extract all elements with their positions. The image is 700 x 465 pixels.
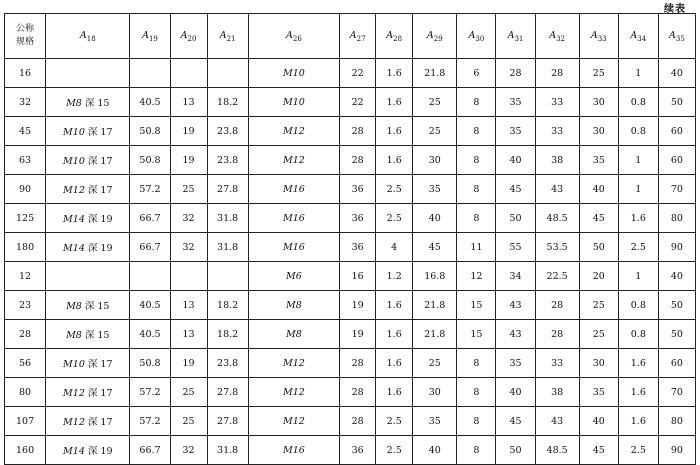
- table-cell: 2.5: [618, 436, 658, 465]
- table-cell: 1: [618, 146, 658, 175]
- table-cell: 38: [535, 378, 579, 407]
- table-cell: 48.5: [535, 436, 579, 465]
- table-cell: 1.6: [376, 378, 413, 407]
- table-cell: 8: [457, 175, 496, 204]
- header-subscript: 32: [556, 34, 566, 43]
- table-cell: 8: [457, 407, 496, 436]
- table-cell: 19: [170, 146, 207, 175]
- table-cell: [130, 262, 170, 291]
- table-cell: 25: [170, 378, 207, 407]
- table-cell: 40.5: [130, 291, 170, 320]
- table-cell: 36: [340, 436, 376, 465]
- header-col-a21: [207, 14, 248, 59]
- table-cell: 40: [579, 175, 618, 204]
- table-cell: 31.8: [207, 233, 248, 262]
- table-cell: 1.6: [376, 320, 413, 349]
- header-subscript: 20: [187, 34, 197, 43]
- table-cell: 34: [496, 262, 535, 291]
- nominal-size-cell: 45: [5, 117, 46, 146]
- table-cell: 19: [340, 291, 376, 320]
- table-cell: 28: [340, 349, 376, 378]
- table-cell: 0.8: [618, 320, 658, 349]
- table-cell: 45: [496, 407, 535, 436]
- table-cell: 30: [579, 117, 618, 146]
- table-cell: 21.8: [413, 320, 457, 349]
- header-subscript: 21: [226, 34, 236, 43]
- table-cell: 27.8: [207, 378, 248, 407]
- table-cell: 0.8: [618, 117, 658, 146]
- table-cell: [207, 262, 248, 291]
- header-subscript: 18: [86, 34, 96, 43]
- table-cell: 38: [535, 146, 579, 175]
- table-cell: 18.2: [207, 88, 248, 117]
- table-cell: 8: [457, 436, 496, 465]
- table-cell: 40: [413, 204, 457, 233]
- table-cell: 30: [413, 378, 457, 407]
- table-cell: 23.8: [207, 146, 248, 175]
- table-cell: 28: [535, 59, 579, 88]
- table-row: [5, 262, 696, 291]
- table-cell: M12 深 17: [46, 175, 130, 204]
- table-cell: [170, 262, 207, 291]
- table-cell: 18.2: [207, 291, 248, 320]
- table-cell: M16: [248, 175, 340, 204]
- table-cell: 35: [579, 378, 618, 407]
- table-cell: M12: [248, 378, 340, 407]
- table-cell: 2.5: [376, 436, 413, 465]
- table-cell: 22: [340, 88, 376, 117]
- table-cell: 8: [457, 204, 496, 233]
- table-row: [5, 407, 696, 436]
- table-cell: 8: [457, 378, 496, 407]
- dimensions-table: [4, 13, 696, 465]
- table-cell: 40: [496, 146, 535, 175]
- header-subscript: 31: [514, 34, 524, 43]
- table-cell: 22: [340, 59, 376, 88]
- header-subscript: 35: [675, 34, 685, 43]
- table-cell: 33: [535, 117, 579, 146]
- header-symbol: A: [180, 29, 188, 41]
- table-cell: 35: [496, 88, 535, 117]
- table-cell: 4: [376, 233, 413, 262]
- table-cell: 55: [496, 233, 535, 262]
- table-cell: 25: [579, 59, 618, 88]
- table-cell: 0.8: [618, 291, 658, 320]
- table-cell: 1.6: [376, 117, 413, 146]
- table-cell: 1.6: [376, 146, 413, 175]
- table-row: [5, 291, 696, 320]
- table-cell: 8: [457, 349, 496, 378]
- header-symbol: A: [590, 29, 598, 41]
- table-cell: 80: [658, 407, 695, 436]
- nominal-size-cell: 12: [5, 262, 46, 291]
- header-col-a19: [130, 14, 170, 59]
- table-cell: [46, 262, 130, 291]
- table-cell: 50: [496, 204, 535, 233]
- table-row: [5, 146, 696, 175]
- nominal-size-cell: 32: [5, 88, 46, 117]
- table-cell: 1.6: [376, 349, 413, 378]
- table-cell: 43: [535, 407, 579, 436]
- table-cell: M6: [248, 262, 340, 291]
- table-cell: 43: [496, 291, 535, 320]
- table-cell: 90: [658, 233, 695, 262]
- header-nominal-size: 公称 规格: [5, 14, 46, 59]
- table-cell: 43: [496, 320, 535, 349]
- header-col-a33: [579, 14, 618, 59]
- table-cell: 25: [413, 88, 457, 117]
- header-subscript: 33: [597, 34, 607, 43]
- table-cell: M12: [248, 117, 340, 146]
- nominal-size-cell: 90: [5, 175, 46, 204]
- table-cell: M10 深 17: [46, 349, 130, 378]
- table-cell: 28: [535, 320, 579, 349]
- table-cell: 30: [413, 146, 457, 175]
- table-cell: 40: [658, 262, 695, 291]
- table-cell: 27.8: [207, 407, 248, 436]
- nominal-size-cell: 56: [5, 349, 46, 378]
- table-cell: 45: [413, 233, 457, 262]
- table-cell: 40.5: [130, 88, 170, 117]
- table-cell: 32: [170, 436, 207, 465]
- table-cell: 6: [457, 59, 496, 88]
- table-cell: 50: [579, 233, 618, 262]
- header-subscript: 27: [356, 34, 366, 43]
- table-cell: 48.5: [535, 204, 579, 233]
- table-cell: 35: [496, 349, 535, 378]
- table-cell: M10: [248, 59, 340, 88]
- table-row: [5, 204, 696, 233]
- table-cell: 1.6: [376, 59, 413, 88]
- table-cell: 1.6: [376, 291, 413, 320]
- table-cell: 1: [618, 59, 658, 88]
- table-cell: 23.8: [207, 349, 248, 378]
- table-cell: 1: [618, 175, 658, 204]
- table-cell: 25: [413, 349, 457, 378]
- table-cell: 19: [340, 320, 376, 349]
- header-symbol: A: [549, 29, 557, 41]
- table-row: [5, 175, 696, 204]
- header-symbol: A: [386, 29, 394, 41]
- table-cell: M10 深 17: [46, 146, 130, 175]
- table-cell: M12: [248, 349, 340, 378]
- header-col-a35: [658, 14, 695, 59]
- header-subscript: 29: [433, 34, 443, 43]
- nominal-size-cell: 80: [5, 378, 46, 407]
- nominal-size-cell: 160: [5, 436, 46, 465]
- table-cell: 50.8: [130, 349, 170, 378]
- table-cell: 28: [340, 117, 376, 146]
- nominal-size-cell: 63: [5, 146, 46, 175]
- table-cell: 60: [658, 146, 695, 175]
- table-cell: 66.7: [130, 436, 170, 465]
- table-cell: 36: [340, 233, 376, 262]
- table-cell: 28: [340, 378, 376, 407]
- table-row: [5, 378, 696, 407]
- table-cell: 25: [170, 175, 207, 204]
- table-cell: 45: [579, 204, 618, 233]
- table-cell: 31.8: [207, 204, 248, 233]
- table-cell: 11: [457, 233, 496, 262]
- table-cell: 32: [170, 233, 207, 262]
- table-cell: M12: [248, 407, 340, 436]
- header-col-a32: [535, 14, 579, 59]
- table-cell: M14 深 19: [46, 204, 130, 233]
- table-cell: 45: [579, 436, 618, 465]
- header-subscript: 34: [637, 34, 647, 43]
- table-cell: M8 深 15: [46, 320, 130, 349]
- table-cell: 1.6: [618, 204, 658, 233]
- table-cell: 0.8: [618, 88, 658, 117]
- nominal-size-cell: 23: [5, 291, 46, 320]
- table-cell: 35: [496, 117, 535, 146]
- table-cell: 35: [413, 407, 457, 436]
- table-cell: M10: [248, 88, 340, 117]
- table-cell: 25: [170, 407, 207, 436]
- table-cell: 1: [618, 262, 658, 291]
- table-cell: 27.8: [207, 175, 248, 204]
- table-cell: 60: [658, 349, 695, 378]
- table-cell: 50: [658, 320, 695, 349]
- table-cell: 13: [170, 320, 207, 349]
- header-col-a27: [340, 14, 376, 59]
- header-symbol: A: [468, 29, 476, 41]
- table-cell: 25: [579, 291, 618, 320]
- table-cell: M10 深 17: [46, 117, 130, 146]
- table-cell: 36: [340, 175, 376, 204]
- table-cell: 80: [658, 204, 695, 233]
- table-cell: M8 深 15: [46, 291, 130, 320]
- table-cell: 40: [496, 378, 535, 407]
- header-subscript: 19: [148, 34, 158, 43]
- table-row: [5, 436, 696, 465]
- table-cell: 31.8: [207, 436, 248, 465]
- header-symbol: A: [630, 29, 638, 41]
- nominal-size-cell: 28: [5, 320, 46, 349]
- table-cell: 8: [457, 88, 496, 117]
- header-symbol: A: [142, 29, 149, 41]
- table-cell: 20: [579, 262, 618, 291]
- table-cell: 13: [170, 291, 207, 320]
- table-row: [5, 88, 696, 117]
- header-col-a18: [46, 14, 130, 59]
- table-row: [5, 59, 696, 88]
- header-col-a28: [376, 14, 413, 59]
- table-cell: 90: [658, 436, 695, 465]
- table-cell: 57.2: [130, 378, 170, 407]
- table-cell: 70: [658, 175, 695, 204]
- table-cell: 21.8: [413, 291, 457, 320]
- table-cell: M12: [248, 146, 340, 175]
- table-cell: 50.8: [130, 117, 170, 146]
- table-cell: 28: [340, 407, 376, 436]
- table-cell: 50: [658, 88, 695, 117]
- header-symbol: A: [669, 29, 676, 41]
- table-cell: 15: [457, 291, 496, 320]
- table-cell: 16.8: [413, 262, 457, 291]
- table-cell: [130, 59, 170, 88]
- table-cell: 1.6: [618, 378, 658, 407]
- table-cell: 2.5: [618, 233, 658, 262]
- table-cell: 25: [413, 117, 457, 146]
- table-cell: 2.5: [376, 407, 413, 436]
- header-col-a20: [170, 14, 207, 59]
- table-cell: M12 深 17: [46, 378, 130, 407]
- header-row: [5, 14, 696, 59]
- table-cell: 32: [170, 204, 207, 233]
- table-cell: 21.8: [413, 59, 457, 88]
- table-cell: 30: [579, 88, 618, 117]
- table-cell: M16: [248, 436, 340, 465]
- table-cell: 66.7: [130, 233, 170, 262]
- header-subscript: 30: [475, 34, 485, 43]
- table-cell: 25: [579, 320, 618, 349]
- table-cell: 12: [457, 262, 496, 291]
- header-col-a34: [618, 14, 658, 59]
- nominal-size-cell: 180: [5, 233, 46, 262]
- table-cell: 16: [340, 262, 376, 291]
- table-cell: [170, 59, 207, 88]
- header-col-a31: [496, 14, 535, 59]
- header-subscript: 28: [393, 34, 403, 43]
- table-cell: 1.6: [618, 349, 658, 378]
- table-cell: 33: [535, 349, 579, 378]
- table-cell: 15: [457, 320, 496, 349]
- table-cell: 50: [496, 436, 535, 465]
- table-cell: 40.5: [130, 320, 170, 349]
- table-cell: 13: [170, 88, 207, 117]
- table-cell: 50.8: [130, 146, 170, 175]
- table-cell: 53.5: [535, 233, 579, 262]
- header-col-a29: [413, 14, 457, 59]
- table-cell: 70: [658, 378, 695, 407]
- table-cell: 1.6: [618, 407, 658, 436]
- table-cell: 35: [579, 146, 618, 175]
- table-cell: M8 深 15: [46, 88, 130, 117]
- header-col-a26: [248, 14, 340, 59]
- table-cell: 2.5: [376, 204, 413, 233]
- nominal-size-cell: 16: [5, 59, 46, 88]
- table-cell: [46, 59, 130, 88]
- table-cell: 57.2: [130, 175, 170, 204]
- table-cell: M16: [248, 204, 340, 233]
- table-cell: 30: [579, 349, 618, 378]
- header-subscript: 26: [292, 34, 302, 43]
- table-row: [5, 320, 696, 349]
- nominal-size-cell: 125: [5, 204, 46, 233]
- table-cell: 45: [496, 175, 535, 204]
- table-cell: 60: [658, 117, 695, 146]
- header-symbol: A: [79, 29, 87, 41]
- table-row: [5, 233, 696, 262]
- table-cell: 57.2: [130, 407, 170, 436]
- table-cell: 43: [535, 175, 579, 204]
- table-cell: 35: [413, 175, 457, 204]
- table-cell: 8: [457, 146, 496, 175]
- table-cell: 66.7: [130, 204, 170, 233]
- header-symbol: A: [426, 29, 434, 41]
- table-cell: 18.2: [207, 320, 248, 349]
- header-col-a30: [457, 14, 496, 59]
- table-cell: 1.2: [376, 262, 413, 291]
- table-cell: 23.8: [207, 117, 248, 146]
- table-cell: M8: [248, 291, 340, 320]
- table-cell: [207, 59, 248, 88]
- table-cell: 19: [170, 117, 207, 146]
- table-cell: 28: [535, 291, 579, 320]
- header-symbol: A: [286, 29, 293, 41]
- table-cell: 50: [658, 291, 695, 320]
- table-cell: 19: [170, 349, 207, 378]
- table-cell: M14 深 19: [46, 233, 130, 262]
- header-symbol: A: [219, 29, 227, 41]
- table-cell: M14 深 19: [46, 436, 130, 465]
- table-cell: M16: [248, 233, 340, 262]
- table-cell: 40: [579, 407, 618, 436]
- table-cell: 40: [658, 59, 695, 88]
- table-cell: 1.6: [376, 88, 413, 117]
- header-symbol: A: [507, 29, 515, 41]
- table-cell: 28: [496, 59, 535, 88]
- table-cell: 22.5: [535, 262, 579, 291]
- table-row: [5, 117, 696, 146]
- continued-label: 续表: [664, 4, 686, 15]
- table-cell: 36: [340, 204, 376, 233]
- table-row: [5, 349, 696, 378]
- table-cell: 8: [457, 117, 496, 146]
- header-symbol: A: [349, 29, 357, 41]
- nominal-size-cell: 107: [5, 407, 46, 436]
- table-cell: M8: [248, 320, 340, 349]
- table-cell: 33: [535, 88, 579, 117]
- table-cell: 2.5: [376, 175, 413, 204]
- table-cell: 40: [413, 436, 457, 465]
- table-cell: M12 深 17: [46, 407, 130, 436]
- table-cell: 28: [340, 146, 376, 175]
